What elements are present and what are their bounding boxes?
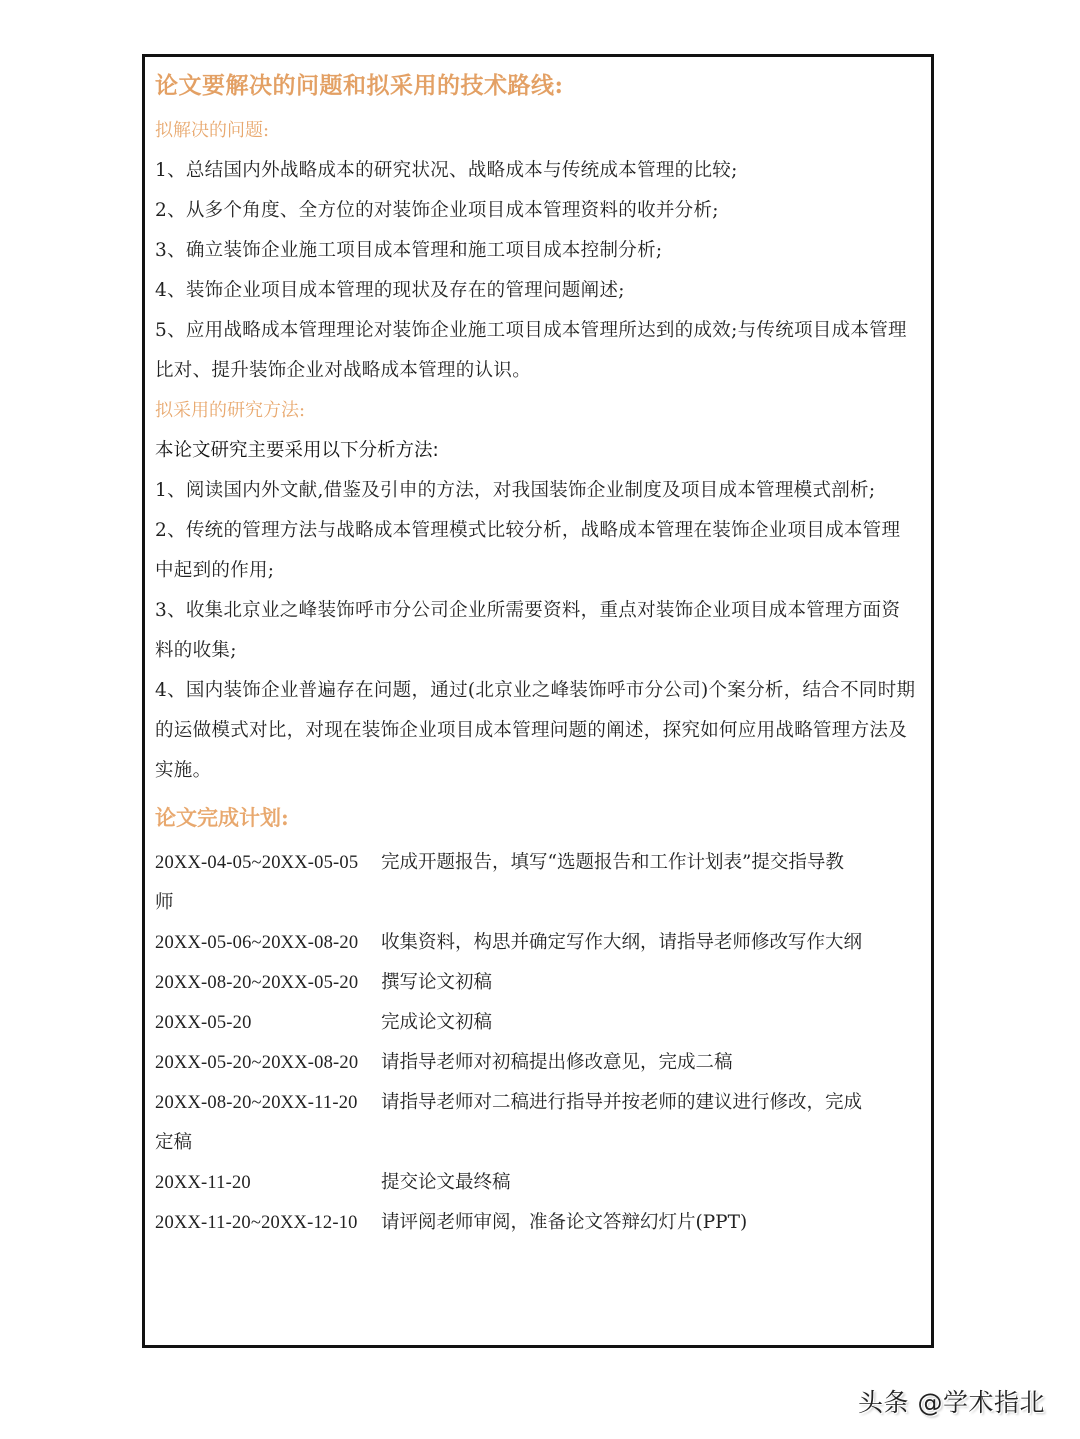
problem-item: 5、应用战略成本管理理论对装饰企业施工项目成本管理所达到的成效;与传统项目成本管理比对、提升装饰企业对战略成本管理的认识。 <box>155 320 907 381</box>
plan-desc: 完成论文初稿 <box>381 1012 493 1033</box>
plan-date: 20XX-04-05~20XX-05-05 <box>155 853 359 873</box>
plan-desc: 收集资料，构思并确定写作大纲，请指导老师修改写作大纲 <box>381 932 863 953</box>
method-item: 2、传统的管理方法与战略成本管理模式比较分析，战略成本管理在装饰企业项目成本管理中起到的作用; <box>155 520 901 581</box>
document-content <box>155 65 917 1243</box>
problem-item: 1、总结国内外战略成本的研究状况、战略成本与传统成本管理的比较; <box>155 160 738 181</box>
plan-row <box>155 1203 917 1243</box>
watermark: 头条 @学术指北 <box>858 1388 1045 1417</box>
document-frame <box>142 54 934 1348</box>
plan-row <box>155 843 917 883</box>
plan-desc: 完成开题报告，填写“选题报告和工作计划表”提交指导教 <box>381 852 844 873</box>
plan-row <box>155 1043 917 1083</box>
plan-row <box>155 1003 917 1043</box>
plan-date: 20XX-05-06~20XX-08-20 <box>155 933 359 953</box>
plan-desc: 请评阅老师审阅，准备论文答辩幻灯片(PPT) <box>381 1212 748 1233</box>
plan-desc: 提交论文最终稿 <box>381 1172 511 1193</box>
plan-row <box>155 1083 917 1123</box>
plan-date: 20XX-11-20~20XX-12-10 <box>155 1213 358 1233</box>
plan-date: 20XX-08-20~20XX-11-20 <box>155 1093 358 1113</box>
plan-date: 20XX-08-20~20XX-05-20 <box>155 973 359 993</box>
plan-date: 20XX-11-20 <box>155 1173 251 1193</box>
plan-date: 20XX-05-20 <box>155 1013 252 1033</box>
plan-row <box>155 923 917 963</box>
plan-date: 20XX-05-20~20XX-08-20 <box>155 1053 359 1073</box>
plan-desc: 请指导老师对二稿进行指导并按老师的建议进行修改，完成 <box>381 1092 863 1113</box>
problem-item: 2、从多个角度、全方位的对装饰企业项目成本管理资料的收并分析; <box>155 200 719 221</box>
plan-row <box>155 963 917 1003</box>
plan-desc: 撰写论文初稿 <box>381 972 493 993</box>
problems-heading: 拟解决的问题: <box>155 120 270 141</box>
plan-desc-continued: 师 <box>155 892 174 913</box>
plan-row <box>155 1163 917 1203</box>
methods-intro: 本论文研究主要采用以下分析方法: <box>155 440 439 461</box>
plan-desc: 请指导老师对初稿提出修改意见，完成二稿 <box>381 1052 733 1073</box>
problem-item: 3、确立装饰企业施工项目成本管理和施工项目成本控制分析; <box>155 240 663 261</box>
method-item: 1、阅读国内外文献,借鉴及引申的方法，对我国装饰企业制度及项目成本管理模式剖析; <box>155 480 876 501</box>
plan-desc-continued: 定稿 <box>155 1132 193 1153</box>
method-item: 4、国内装饰企业普遍存在问题，通过(北京业之峰装饰呼市分公司)个案分析，结合不同时期的运做模式对比，对现在装饰企业项目成本管理问题的阐述，探究如何应用战略管理方法及实施。 <box>155 680 916 781</box>
method-item: 3、收集北京业之峰装饰呼市分公司企业所需要资料，重点对装饰企业项目成本管理方面资料的收集; <box>155 600 901 661</box>
main-heading: 论文要解决的问题和拟采用的技术路线: <box>155 72 564 99</box>
methods-heading: 拟采用的研究方法: <box>155 400 306 421</box>
problem-item: 4、装饰企业项目成本管理的现状及存在的管理问题阐述; <box>155 280 625 301</box>
plan-heading: 论文完成计划: <box>155 805 289 830</box>
